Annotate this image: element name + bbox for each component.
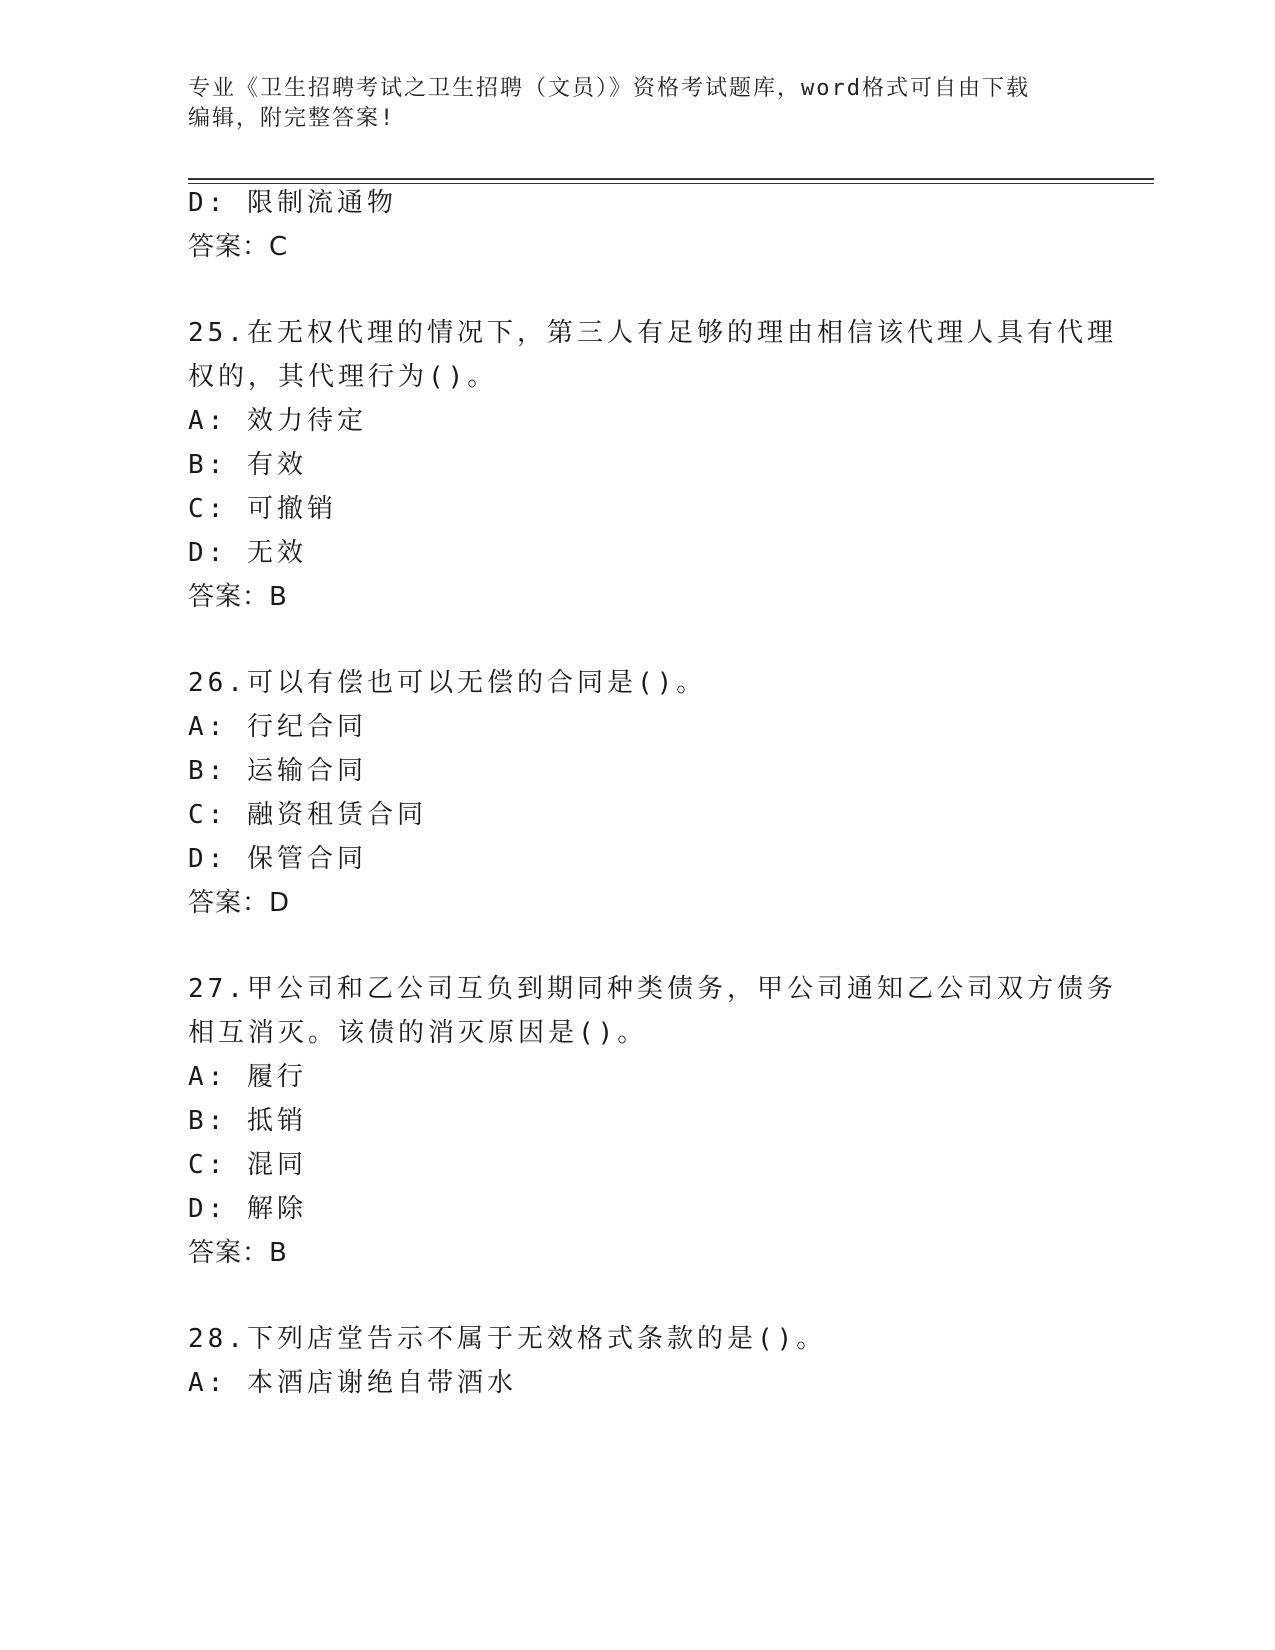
answer: 答案：D	[188, 888, 291, 918]
option-d: D: 保管合同	[188, 844, 367, 874]
option-d: D: 解除	[188, 1194, 307, 1224]
header-line-2: 编辑，附完整答案!	[188, 106, 396, 131]
header-divider-thin	[188, 183, 1154, 184]
option-d: D: 无效	[188, 538, 307, 568]
option-a: A: 履行	[188, 1062, 307, 1092]
option-c: C: 融资租赁合同	[188, 800, 427, 830]
answer: 答案：C	[188, 232, 289, 262]
option-c: C: 混同	[188, 1150, 307, 1180]
option-b: B: 抵销	[188, 1106, 307, 1136]
option-b: B: 运输合同	[188, 756, 367, 786]
header-line-1: 专业《卫生招聘考试之卫生招聘（文员）》资格考试题库，word格式可自由下载	[188, 76, 1030, 101]
header-divider-thick	[188, 178, 1154, 180]
answer: 答案：B	[188, 582, 288, 612]
question-stem: 26.可以有偿也可以无偿的合同是()。	[188, 668, 707, 698]
option-a: A: 效力待定	[188, 406, 367, 436]
option-d: D: 限制流通物	[188, 188, 397, 218]
question-stem: 27.甲公司和乙公司互负到期同种类债务，甲公司通知乙公司双方债务	[188, 974, 1117, 1004]
option-a: A: 本酒店谢绝自带酒水	[188, 1368, 517, 1398]
answer: 答案：B	[188, 1238, 288, 1268]
question-stem: 25.在无权代理的情况下，第三人有足够的理由相信该代理人具有代理	[188, 318, 1117, 348]
option-b: B: 有效	[188, 450, 307, 480]
option-c: C: 可撤销	[188, 494, 337, 524]
question-stem: 相互消灭。该债的消灭原因是()。	[188, 1018, 648, 1048]
document-header	[188, 74, 1088, 134]
question-stem: 28.下列店堂告示不属于无效格式条款的是()。	[188, 1324, 827, 1354]
question-stem: 权的，其代理行为()。	[188, 362, 498, 392]
option-a: A: 行纪合同	[188, 712, 367, 742]
